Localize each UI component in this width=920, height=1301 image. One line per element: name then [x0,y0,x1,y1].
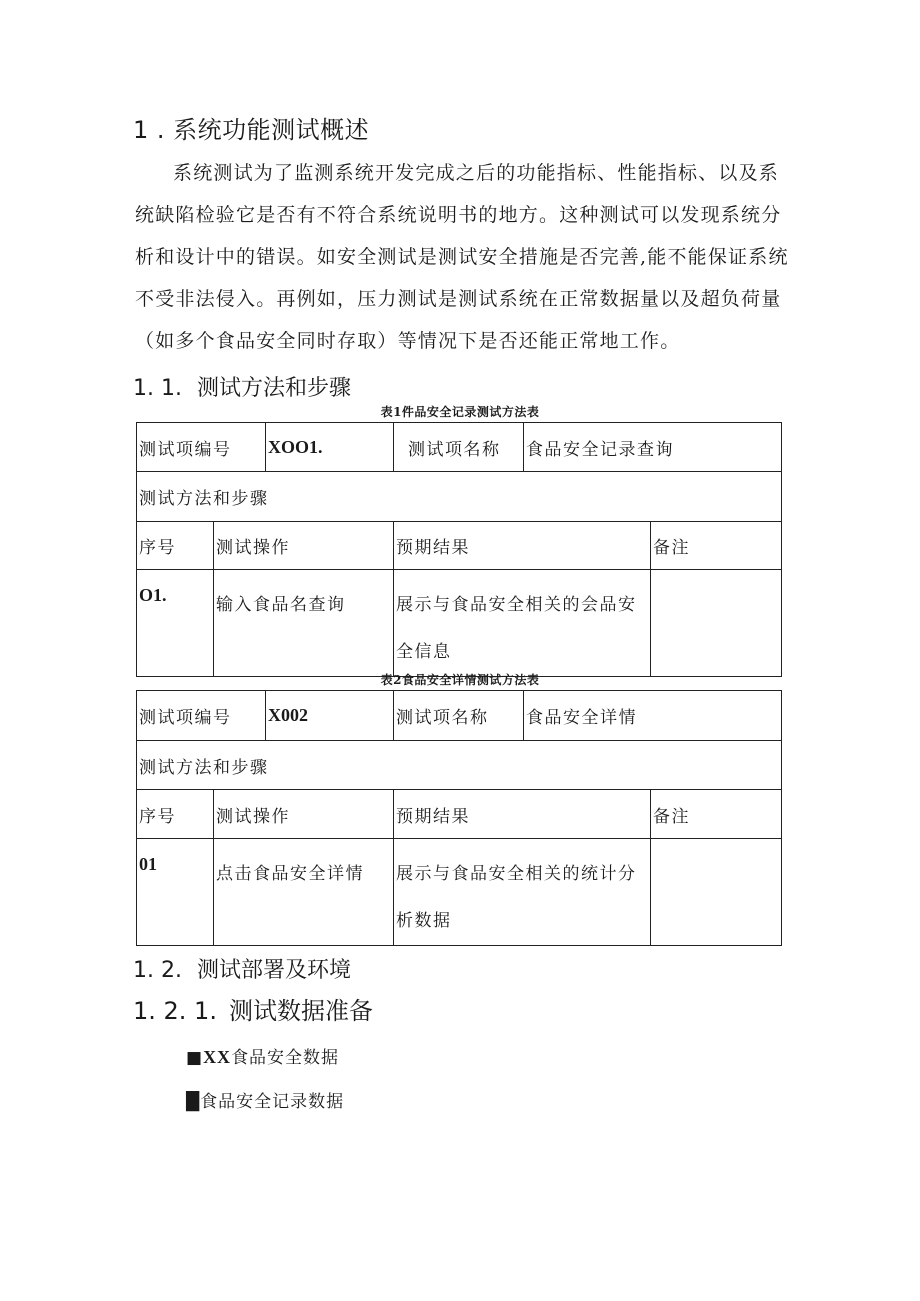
row-expected: 展示与食品安全相关的会品安全信息 [394,570,651,677]
test-name-label: 测试项名称 [394,423,524,472]
bullet-item [186,1043,339,1068]
header-seq: 序号 [137,790,214,839]
row-note [651,839,782,946]
section-heading-1: 1 . 系统功能测试概述 [133,116,370,144]
paragraph-line: （如多个食品安全同时存取）等情况下是否还能正常地工作。 [135,330,681,352]
paragraph-line: 系统测试为了监测系统开发完成之后的功能指标、性能指标、以及系 [173,162,780,184]
test-name-value: 食品安全记录查询 [524,423,782,472]
square-bullet-icon: █ [186,1092,201,1112]
square-bullet-icon: ■ [186,1048,204,1068]
table2-caption: 表2食品安全详情测试方法表 [380,673,540,687]
bullet-text: 食品安全数据 [231,1048,340,1068]
row-operation: 输入食品名查询 [214,570,394,677]
section-title: 测试方法和步骤 [197,376,352,401]
section-heading-1-1 [133,371,351,402]
header-operation: 测试操作 [214,522,394,570]
section-title: 测试数据准备 [229,997,373,1025]
test-id-label: 测试项编号 [137,691,266,741]
table1-caption: 表1件品安全记录测试方法表 [380,405,540,419]
header-operation: 测试操作 [214,790,394,839]
test-id-label: 测试项编号 [137,423,266,472]
row-seq: O1. [137,570,214,677]
section-number: 1. 2. 1. [133,997,217,1025]
test-id-value: X002 [266,691,394,741]
header-note: 备注 [651,790,782,839]
header-note: 备注 [651,522,782,570]
header-seq: 序号 [137,522,214,570]
row-expected: 展示与食品安全相关的统计分析数据 [394,839,651,946]
section-number: 1. 2. [133,958,182,983]
test-method-table-1 [136,422,782,677]
row-note [651,570,782,677]
test-name-label: 测试项名称 [394,691,524,741]
overview-paragraph [135,152,790,362]
section-heading-1-2-1 [133,991,373,1026]
bullet-item [186,1087,344,1112]
test-name-value: 食品安全详情 [524,691,782,741]
section-number: 1. 1. [133,376,182,401]
test-steps-label: 测试方法和步骤 [137,741,782,790]
header-expected: 预期结果 [394,790,651,839]
row-operation: 点击食品安全详情 [214,839,394,946]
paragraph-line: 统缺陷检验它是否有不符合系统说明书的地方。这种测试可以发现系统分 [135,204,782,226]
paragraph-line: 不受非法侵入。再例如，压力测试是测试系统在正常数据量以及超负荷量 [135,288,782,310]
test-method-table-2 [136,690,782,946]
test-id-value: XOO1. [266,423,394,472]
bullet-bold-text: XX [203,1047,232,1067]
row-seq: 01 [137,839,214,946]
test-steps-label: 测试方法和步骤 [137,472,782,522]
paragraph-line: 析和设计中的错误。如安全测试是测试安全措施是否完善,能不能保证系统 [135,246,789,268]
section-title: 测试部署及环境 [197,958,352,983]
bullet-text: 食品安全记录数据 [200,1092,345,1112]
section-heading-1-2 [133,953,351,984]
header-expected: 预期结果 [394,522,651,570]
